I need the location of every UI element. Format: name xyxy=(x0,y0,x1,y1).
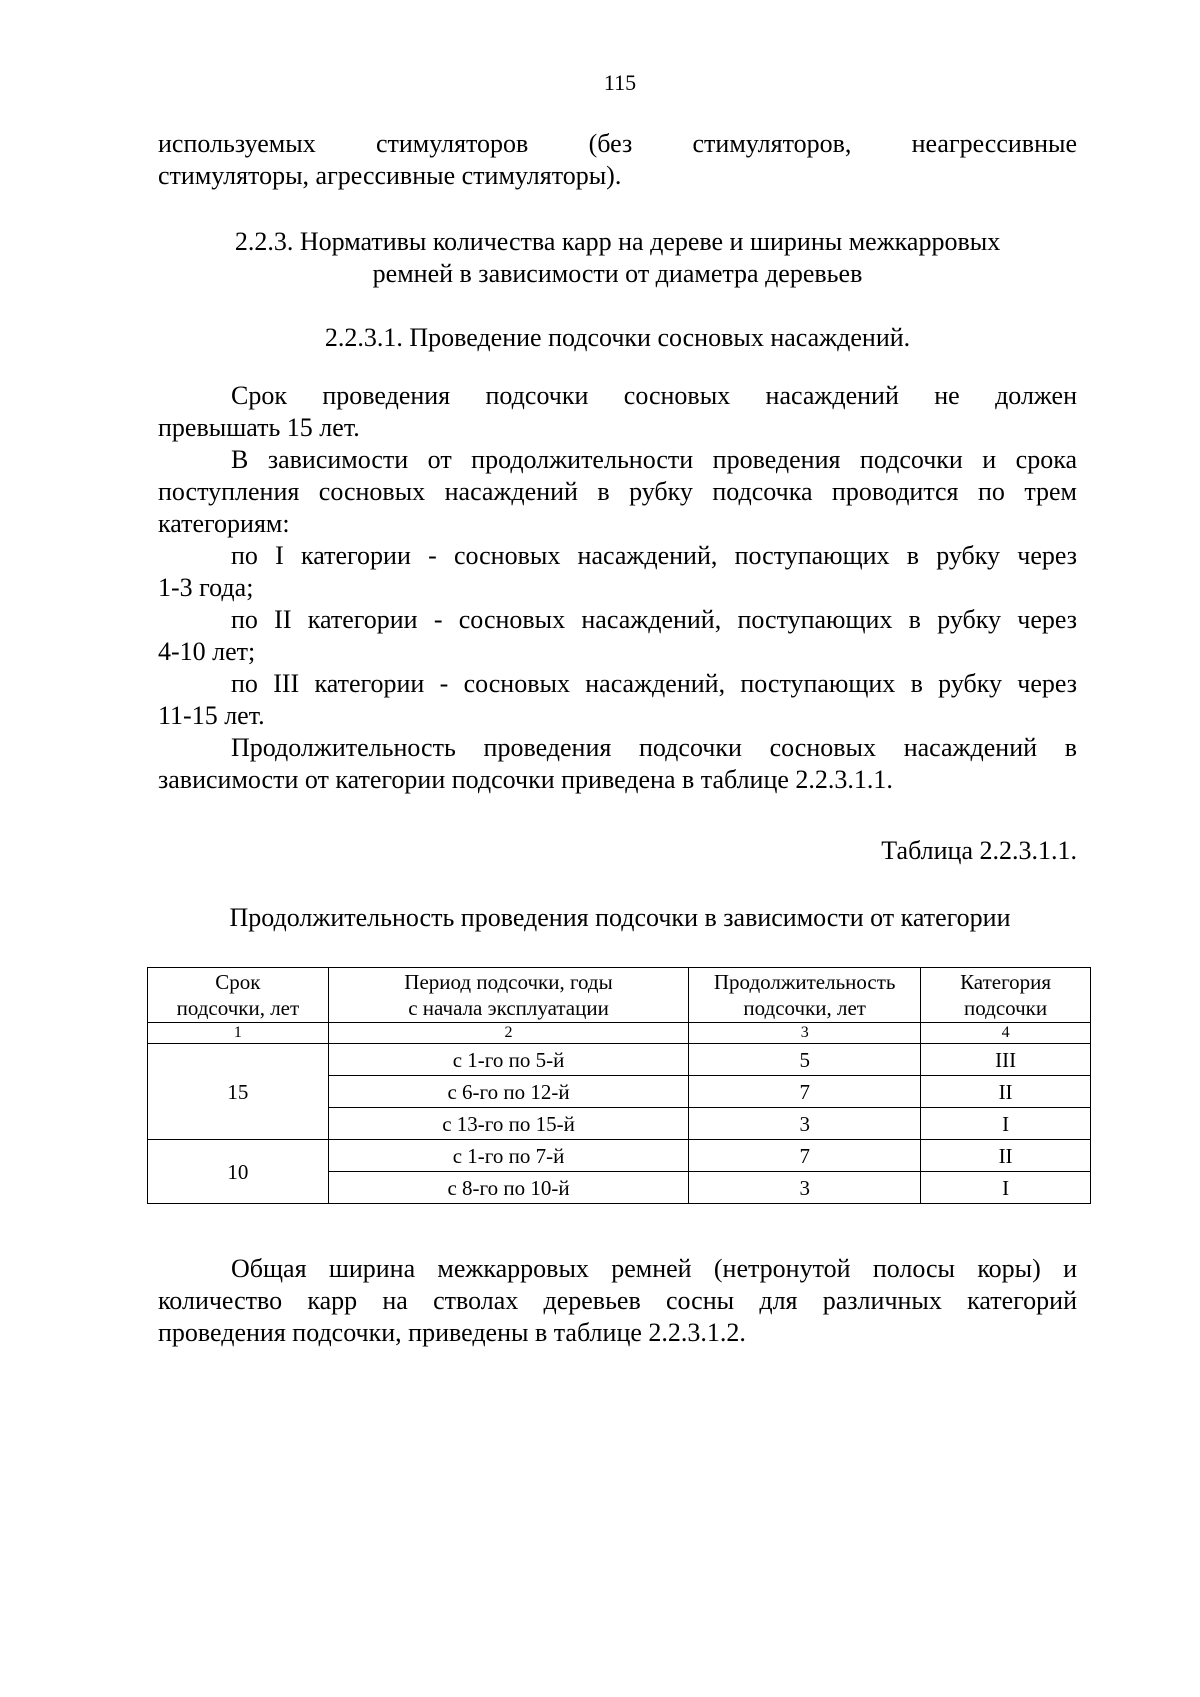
table-label: Таблица 2.2.3.1.1. xyxy=(881,836,1077,865)
table-row xyxy=(148,1140,1091,1172)
p1-line-2: превышать 15 лет. xyxy=(158,413,360,442)
intro-line-2: стимуляторы, агрессивные стимуляторы). xyxy=(158,161,622,190)
duration-cell: 3 xyxy=(689,1108,921,1140)
period-cell: с 1-го по 7-й xyxy=(328,1140,688,1172)
category-cell: II xyxy=(921,1140,1091,1172)
duration-cell: 5 xyxy=(689,1044,921,1076)
column-number: 4 xyxy=(921,1023,1091,1044)
tapping-duration-table xyxy=(147,967,1091,1204)
category-2-line-2: 4-10 лет; xyxy=(158,637,256,666)
period-cell: с 1-го по 5-й xyxy=(328,1044,688,1076)
category-cell: III xyxy=(921,1044,1091,1076)
category-1-line-2: 1-3 года; xyxy=(158,573,254,602)
header-term: Срок подсочки, лет xyxy=(148,968,329,1023)
table-title: Продолжительность проведения подсочки в зависимости от категории xyxy=(229,903,1011,932)
table-row xyxy=(148,1044,1091,1076)
p1-line-1: Срок проведения подсочки сосновых насаждений не должен xyxy=(231,381,1077,410)
category-cell: II xyxy=(921,1076,1091,1108)
column-number: 2 xyxy=(328,1023,688,1044)
period-cell: с 13-го по 15-й xyxy=(328,1108,688,1140)
duration-cell: 3 xyxy=(689,1172,921,1204)
category-cell: I xyxy=(921,1172,1091,1204)
p3-line-1: Продолжительность проведения подсочки сосновых насаждений в xyxy=(231,733,1077,762)
period-cell: с 6-го по 12-й xyxy=(328,1076,688,1108)
duration-cell: 7 xyxy=(689,1140,921,1172)
header-period: Период подсочки, годы с начала эксплуатации xyxy=(328,968,688,1023)
category-3-line-1: по III категории - сосновых насаждений, поступающих в рубку через xyxy=(231,669,1077,698)
section-heading-line-2: ремней в зависимости от диаметра деревьев xyxy=(372,259,863,288)
subsection-heading xyxy=(158,322,1077,354)
p3-line-2: зависимости от категории подсочки приведена в таблице 2.2.3.1.1. xyxy=(158,765,893,794)
intro-paragraph xyxy=(158,128,1077,192)
table-header-row xyxy=(148,968,1091,1023)
column-number-row xyxy=(148,1023,1091,1044)
p2-line-2: поступления сосновых насаждений в рубку подсочка проводится по трем xyxy=(158,477,1077,506)
category-2-line-1: по II категории - сосновых насаждений, поступающих в рубку через xyxy=(231,605,1077,634)
term-cell-10: 10 xyxy=(148,1140,329,1204)
page-number: 115 xyxy=(603,70,637,95)
intro-line-1: используемых стимуляторов (без стимуляторов, неагрессивные xyxy=(158,129,1077,158)
period-cell: с 8-го по 10-й xyxy=(328,1172,688,1204)
column-number: 3 xyxy=(689,1023,921,1044)
category-cell: I xyxy=(921,1108,1091,1140)
subsection-heading-text: 2.2.3.1. Проведение подсочки сосновых насаждений. xyxy=(324,323,911,352)
section-heading-line-1: 2.2.3. Нормативы количества карр на дереве и ширины межкарровых xyxy=(234,227,1001,256)
header-duration: Продолжительность подсочки, лет xyxy=(689,968,921,1023)
p2-line-1: В зависимости от продолжительности проведения подсочки и срока xyxy=(231,445,1077,474)
category-3-line-2: 11-15 лет. xyxy=(158,701,265,730)
closing-line-3: проведения подсочки, приведены в таблице 2.2.3.1.2. xyxy=(158,1318,746,1347)
header-category: Категория подсочки xyxy=(921,968,1091,1023)
column-number: 1 xyxy=(148,1023,329,1044)
closing-line-2: количество карр на стволах деревьев сосны для различных категорий xyxy=(158,1286,1077,1315)
section-heading xyxy=(158,226,1077,290)
closing-paragraph xyxy=(158,1253,1077,1349)
term-cell-15: 15 xyxy=(148,1044,329,1140)
category-1-line-1: по I категории - сосновых насаждений, поступающих в рубку через xyxy=(231,541,1077,570)
closing-line-1: Общая ширина межкарровых ремней (нетронутой полосы коры) и xyxy=(231,1254,1077,1283)
duration-cell: 7 xyxy=(689,1076,921,1108)
body-text xyxy=(158,380,1077,796)
p2-line-3: категориям: xyxy=(158,509,290,538)
